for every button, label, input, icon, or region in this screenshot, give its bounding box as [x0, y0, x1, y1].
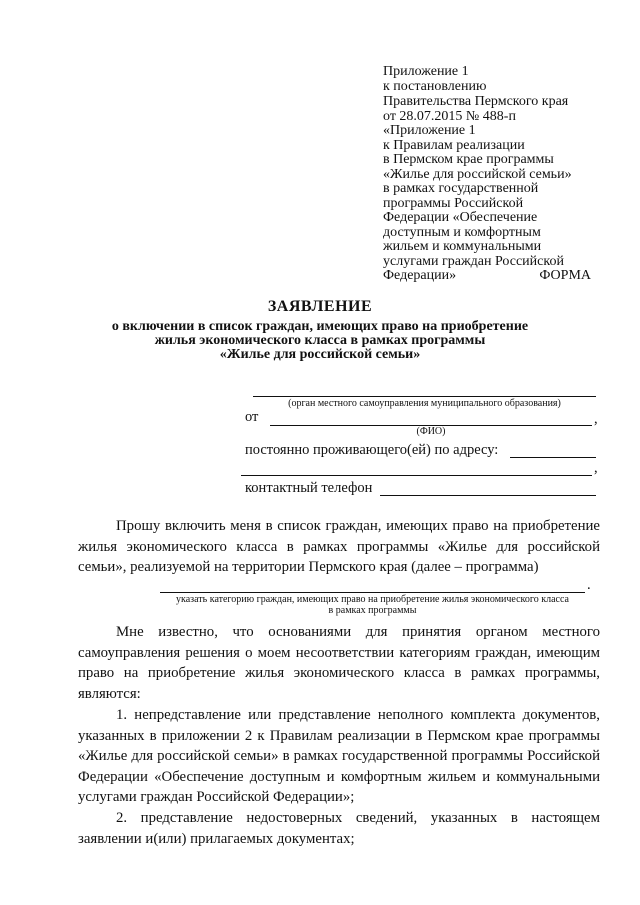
subtitle-line: «Жилье для российской семьи»: [219, 347, 421, 362]
phone-line[interactable]: [380, 495, 596, 496]
from-label: от: [245, 409, 259, 425]
rules-appendix-line: жильем и коммунальными: [383, 239, 542, 254]
rules-appendix-line: в рамках государственной: [383, 181, 539, 196]
request-paragraph: [78, 516, 600, 578]
rules-appendix-line: программы Российской: [383, 195, 524, 211]
category-caption-line: указать категорию граждан, имеющих право на приобретение жилья экономического класса: [176, 594, 569, 605]
request-end: .: [587, 577, 591, 593]
list-item: 1. непредставление или представление неполного комплекта документов, указанных в приложении 2 к Правилам реализации в Пермском крае программы «Жилье для российской семьи» в рамках государственной программы Российской Федерации «Обеспечение доступным и комфортным жильем и коммунальными услугами граждан Российской Федерации»;: [78, 707, 600, 805]
authority-caption: (орган местного самоуправления муниципального образования): [288, 398, 561, 409]
rules-appendix-line: в Пермском крае программы: [383, 152, 554, 167]
rules-appendix-line: доступным и комфортным: [383, 224, 541, 240]
address-line[interactable]: [510, 457, 596, 458]
phone-label: контактный телефон: [245, 480, 373, 496]
request-text: Прошу включить меня в список граждан, имеющих право на приобретение жилья экономического класса в рамках программы «Жилье для российской семьи», реализуемой на территории Пермского края (далее – программа): [78, 518, 600, 575]
fio-caption: (ФИО): [416, 426, 446, 437]
rules-appendix: [383, 124, 613, 284]
category-caption: [160, 594, 585, 616]
subtitle-line: жилья экономического класса в рамках программы: [154, 333, 486, 348]
rules-appendix-line: «Жилье для российской семьи»: [383, 166, 572, 182]
forma-label: ФОРМА: [539, 268, 591, 283]
category-caption-line: в рамках программы: [328, 605, 417, 616]
address-comma: ,: [594, 460, 598, 476]
rules-appendix-line: Федерации»: [383, 268, 457, 283]
rules-appendix-line: к Правилам реализации: [383, 137, 525, 153]
appendix-line: Приложение 1: [383, 64, 469, 79]
list-item: 2. представление недостоверных сведений, указанных в настоящем заявлении и(или) прилагаемых документах;: [78, 810, 600, 847]
authority-line[interactable]: [253, 396, 596, 397]
appendix-header: [383, 64, 568, 124]
document-subtitle: [80, 320, 560, 362]
fio-comma: ,: [594, 411, 598, 427]
appendix-line: Правительства Пермского края: [383, 94, 569, 109]
category-line[interactable]: [160, 592, 585, 593]
document-title: ЗАЯВЛЕНИЕ: [267, 298, 373, 315]
rules-appendix-line: «Приложение 1: [383, 123, 476, 138]
appendix-line: от 28.07.2015 № 488-п: [383, 109, 516, 124]
appendix-line: к постановлению: [383, 79, 487, 94]
grounds-intro: Мне известно, что основаниями для принятия органом местного самоуправления решения о моем несоответствии категориям граждан, имеющим право на приобретение жилья экономического класса в рамках программы, являются:: [78, 624, 600, 702]
rules-appendix-line: Федерации «Обеспечение: [383, 210, 538, 225]
address-line-2[interactable]: [241, 475, 592, 476]
rules-appendix-line: услугами граждан Российской: [383, 253, 564, 269]
subtitle-line: о включении в список граждан, имеющих право на приобретение: [111, 319, 529, 334]
address-label: постоянно проживающего(ей) по адресу:: [245, 442, 499, 458]
